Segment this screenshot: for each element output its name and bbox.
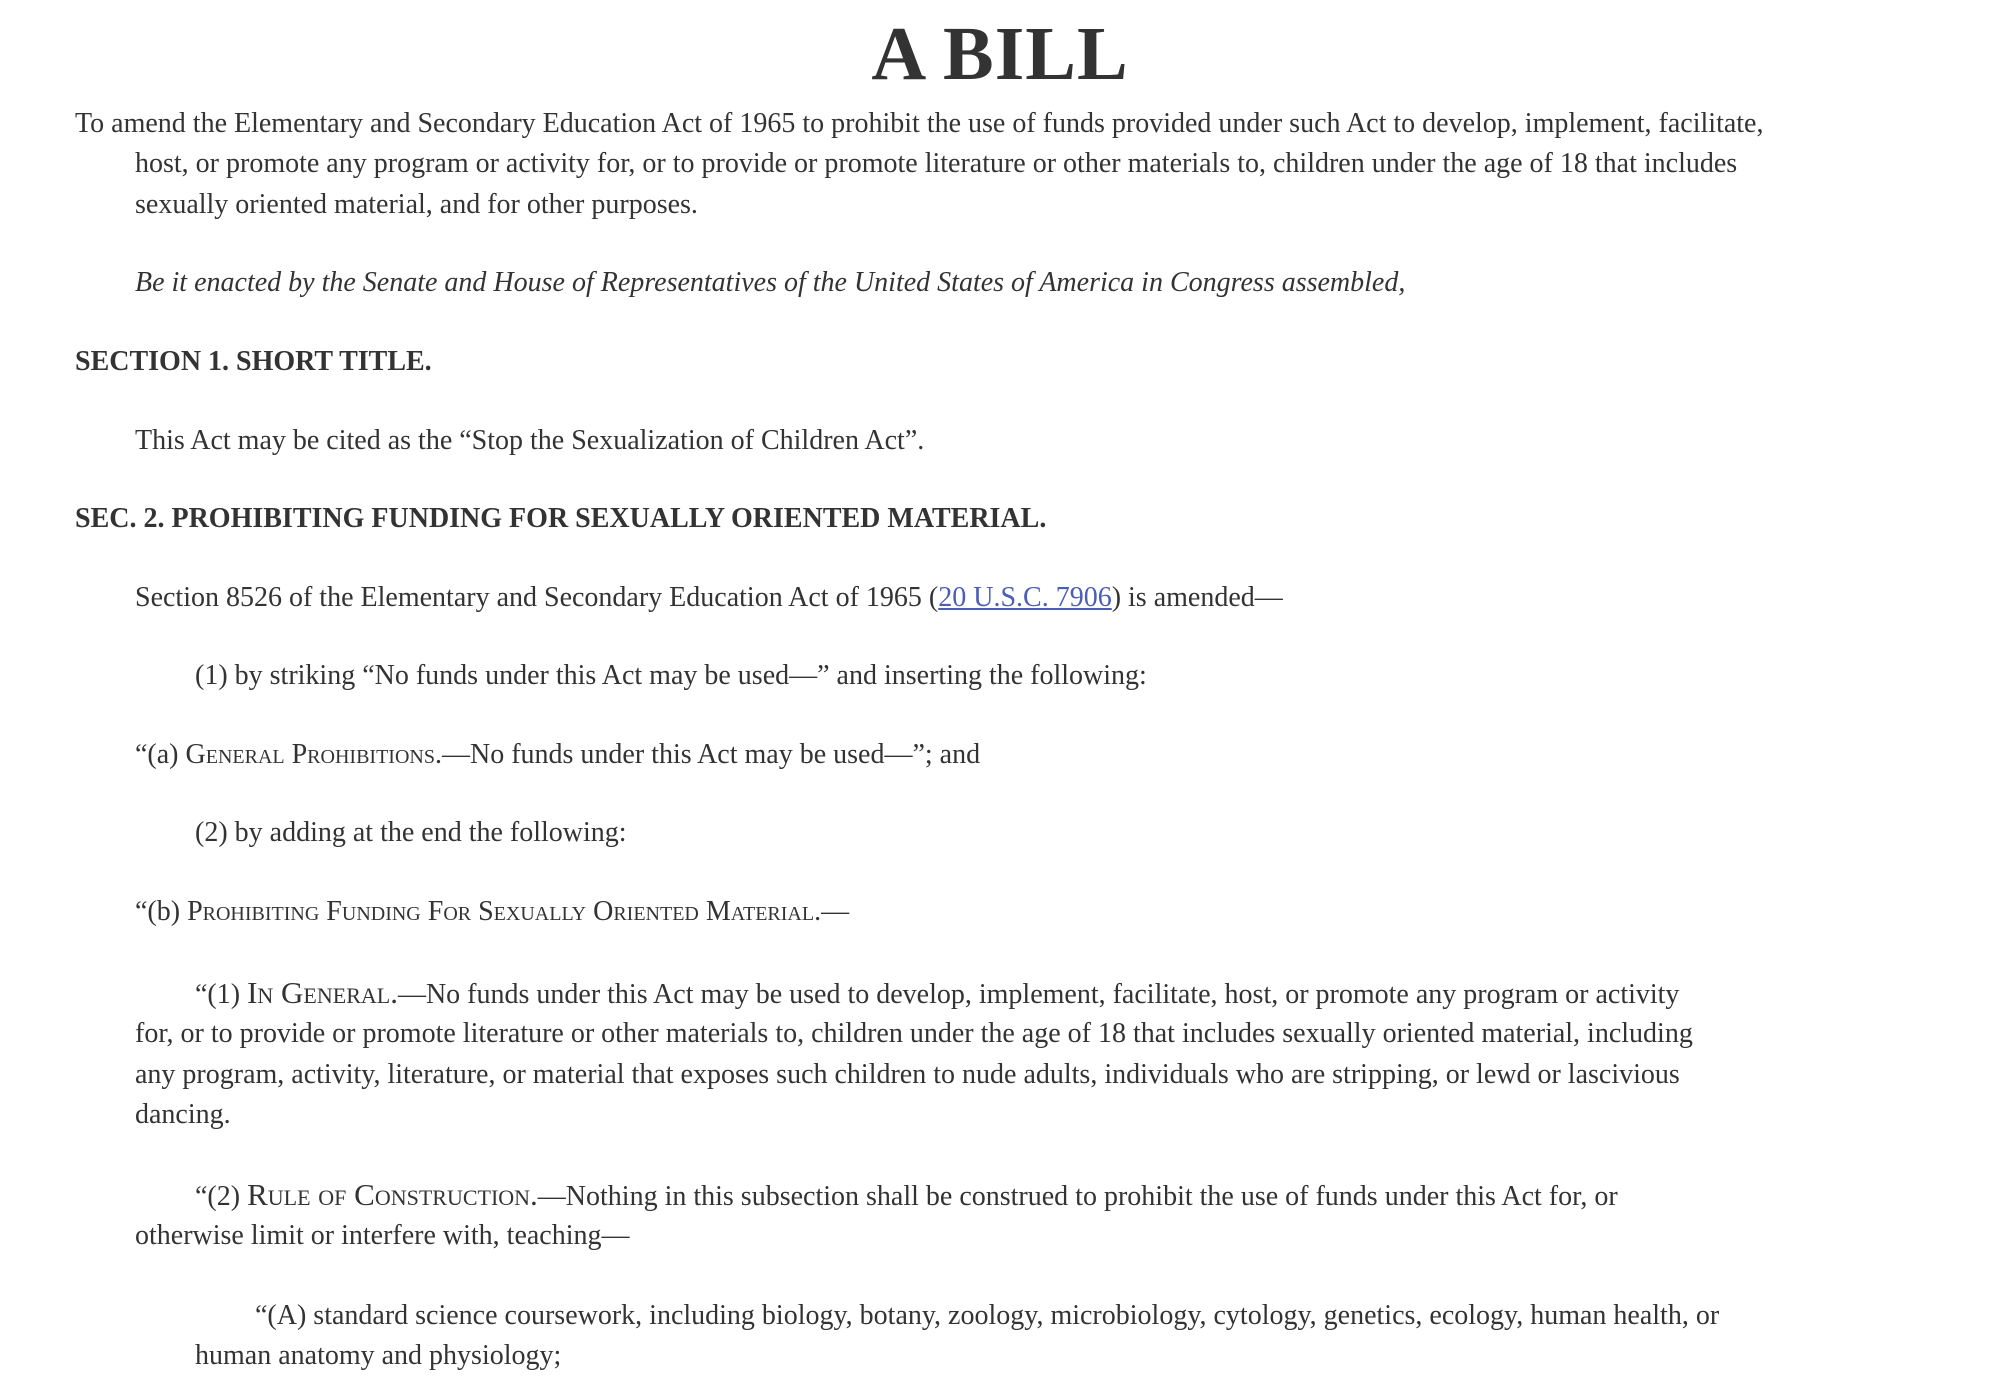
section-2-heading: SEC. 2. PROHIBITING FUNDING FOR SEXUALLY ORIENTED MATERIAL.: [75, 503, 1047, 534]
rule-line-2: otherwise limit or interfere with, teaching—: [135, 1220, 630, 1251]
section-2-intro-before: Section 8526 of the Elementary and Secondary Education Act of 1965 (: [135, 582, 939, 613]
subsection-b-dash: —: [821, 896, 850, 927]
subsection-a-text: —No funds under this Act may be used—”; and: [441, 739, 981, 770]
item-a-line-2: human anatomy and physiology;: [195, 1340, 562, 1371]
rule-heading: Rule of Construction.: [247, 1177, 538, 1212]
section-2-intro-after: ) is amended—: [1111, 582, 1283, 613]
in-general-text-1: —No funds under this Act may be used to develop, implement, facilitate, host, or promote any program or activity: [397, 979, 1680, 1010]
purpose-line-2: host, or promote any program or activity for, or to provide or promote literature or other materials to, children under the age of 18 that includes: [135, 148, 1738, 179]
rule-line-1: [195, 1175, 1618, 1217]
paragraph-2: (2) by adding at the end the following:: [195, 817, 627, 848]
in-general-heading: In General.: [247, 975, 398, 1010]
bill-title: A BILL: [871, 12, 1129, 96]
purpose-line-3: sexually oriented material, and for other purposes.: [135, 189, 698, 220]
subsection-b: [135, 892, 849, 932]
in-general-line-3: any program, activity, literature, or material that exposes such children to nude adults, individuals who are stripping, or lewd or lascivious: [135, 1059, 1680, 1090]
in-general-prefix: “(1): [195, 979, 248, 1010]
section-2-intro: [135, 578, 1283, 618]
in-general-line-2: for, or to provide or promote literature or other materials to, children under the age of 18 that includes sexually oriented material, including: [135, 1018, 1693, 1049]
enacting-clause: Be it enacted by the Senate and House of Representatives of the United States of America in Congress assembled,: [135, 267, 1406, 298]
usc-citation-link[interactable]: 20 U.S.C. 7906: [938, 582, 1112, 613]
in-general-line-1: [195, 973, 1679, 1015]
subsection-b-prefix: “(b): [135, 896, 188, 927]
subsection-a: [135, 735, 980, 775]
in-general-line-4: dancing.: [135, 1099, 231, 1130]
item-a-line-1: “(A) standard science coursework, including biology, botany, zoology, microbiology, cytology, genetics, ecology, human health, or: [255, 1300, 1720, 1331]
purpose-line-1: To amend the Elementary and Secondary Education Act of 1965 to prohibit the use of funds provided under such Act to develop, implement, facilitate,: [75, 108, 1764, 139]
subsection-b-heading: Prohibiting Funding For Sexually Oriented Material.: [187, 896, 822, 927]
rule-text-1: —Nothing in this subsection shall be construed to prohibit the use of funds under this Act for, or: [537, 1181, 1618, 1212]
subsection-a-prefix: “(a): [135, 739, 186, 770]
section-1-heading: SECTION 1. SHORT TITLE.: [75, 346, 432, 377]
paragraph-1: (1) by striking “No funds under this Act may be used—” and inserting the following:: [195, 660, 1147, 691]
rule-prefix: “(2): [195, 1181, 248, 1212]
section-1-text: This Act may be cited as the “Stop the Sexualization of Children Act”.: [135, 425, 925, 456]
subsection-a-heading: General Prohibitions.: [185, 739, 442, 770]
